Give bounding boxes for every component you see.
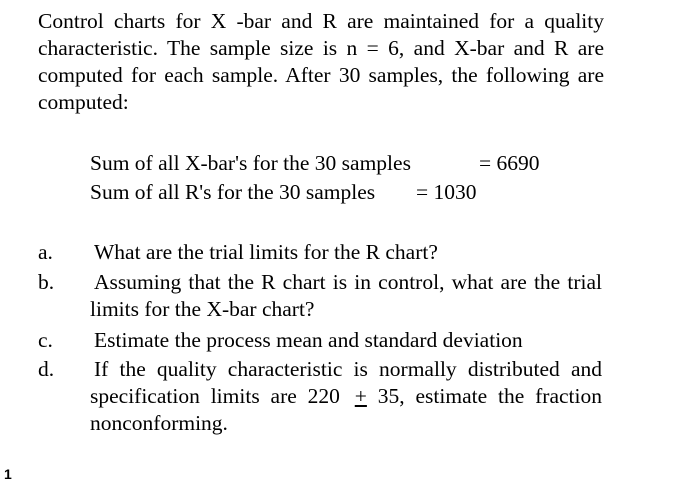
question-c-text: Estimate the process mean and standard deviation (94, 328, 523, 352)
question-d-letter: d. (38, 357, 55, 381)
question-d-text (90, 356, 602, 437)
plus-minus-symbol: + (354, 384, 367, 408)
question-d-text-after: 35, estimate the fraction nonconforming. (90, 384, 602, 435)
page-number-mark: 1 (4, 466, 12, 482)
sum-r-value: = 1030 (416, 180, 477, 204)
question-a-letter: a. (38, 240, 53, 264)
sum-xbar-value: = 6690 (479, 151, 540, 175)
sum-r-line (90, 179, 477, 206)
problem-intro: Control charts for X -bar and R are maintained for a quality characteristic. The sample size is n = 6, and X-bar and R are computed for each sample. After 30 samples, the following are computed: (38, 9, 604, 114)
question-a-text: What are the trial limits for the R chart? (94, 240, 438, 264)
sum-r-label: Sum of all R's for the 30 samples (90, 180, 376, 204)
sum-xbar-line (90, 150, 540, 177)
sum-xbar-label: Sum of all X-bar's for the 30 samples (90, 151, 411, 175)
question-c-letter: c. (38, 328, 53, 352)
question-d-text-before: If the quality characteristic is normally distributed and specification limits are 220 (90, 357, 602, 408)
question-b-text: Assuming that the R chart is in control, what are the trial limits for the X-bar chart? (90, 270, 602, 321)
question-b-letter: b. (38, 270, 55, 294)
